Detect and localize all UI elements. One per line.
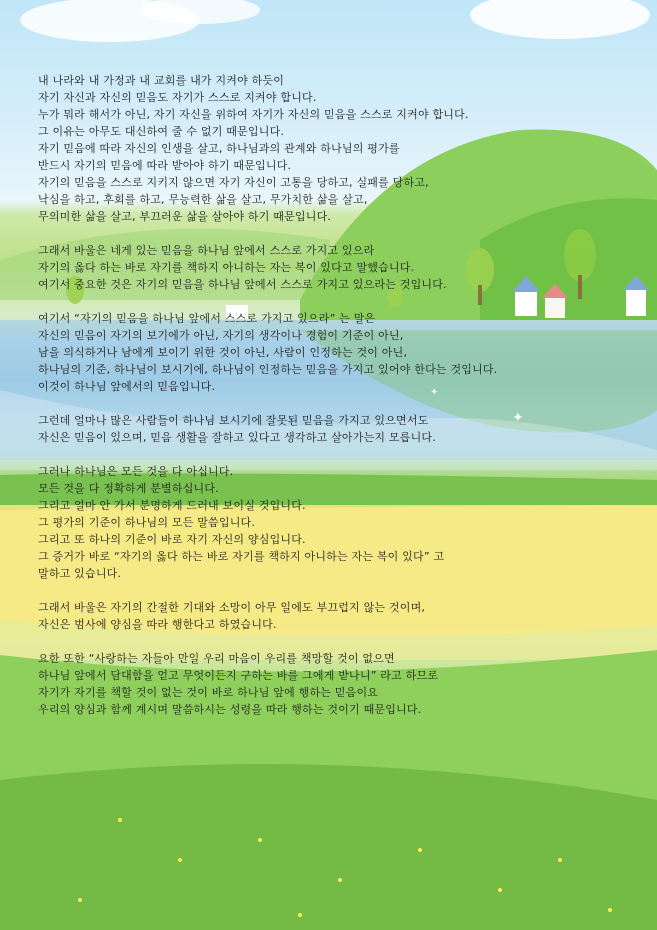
document-body [38, 72, 638, 718]
text-line: 자기의 옳다 하는 바로 자기를 책하지 아니하는 자는 복이 있다고 말했습니다. [38, 261, 415, 274]
text-line: 이것이 하나님 앞에서의 믿음입니다. [38, 380, 216, 393]
text-line: 내 나라와 내 가정과 내 교회를 내가 지켜야 하듯이 [38, 74, 285, 87]
paragraph-gap [38, 293, 638, 310]
text-line: 그 증거가 바로 “자기의 옳다 하는 바로 자기를 책하지 아니하는 자는 복이 있다” 고 [38, 550, 445, 563]
text-line: 자기 믿음에 따라 자신의 인생을 살고, 하나님과의 관계와 하나님의 평가를 [38, 142, 400, 155]
text-line: 모든 것을 다 정확하게 분별하십니다. [38, 482, 219, 495]
text-line: 남을 의식하거나 남에게 보이기 위한 것이 아닌, 사람이 인정하는 것이 아닌, [38, 346, 408, 359]
text-line: 우리의 양심과 함께 계시며 말씀하시는 성령을 따라 행하는 것이기 때문입니다. [38, 703, 422, 716]
text-line: 그래서 바울은 자기의 간절한 기대와 소망이 아무 일에도 부끄럽지 않는 것이며, [38, 601, 426, 614]
text-line: 자신은 믿음이 있으며, 믿음 생활을 잘하고 있다고 생각하고 살아가는지 모릅니다. [38, 431, 436, 444]
text-line: 그리고 얼마 안 가서 분명하게 드러내 보이실 것입니다. [38, 499, 306, 512]
paragraph-gap [38, 395, 638, 412]
paragraph-gap [38, 633, 638, 650]
grass-hill-front [0, 764, 657, 930]
cloud [470, 0, 650, 39]
text-line: 누가 뭐라 해서가 아닌, 자기 자신을 위하여 자기가 자신의 믿음을 스스로 지켜야 합니다. [38, 108, 469, 121]
paragraph [38, 72, 638, 225]
text-line: 그래서 바울은 네게 있는 믿음을 하나님 앞에서 스스로 가지고 있으라 [38, 244, 375, 257]
text-line: 여기서 “자기의 믿음을 하나님 앞에서 스스로 가지고 있으라” 는 말은 [38, 312, 376, 325]
paragraph [38, 599, 638, 633]
text-line: 자신은 범사에 양심을 따라 행한다고 하였습니다. [38, 618, 277, 631]
text-line: 그러나 하나님은 모든 것을 다 아십니다. [38, 465, 234, 478]
text-line: 하나님의 기준, 하나님이 보시기에, 하나님이 인정하는 믿음을 가지고 있어야 한다는 것입니다. [38, 363, 498, 376]
paragraph [38, 412, 638, 446]
paragraph [38, 310, 638, 395]
paragraph [38, 242, 638, 293]
text-line: 자신의 믿음이 자기의 보기에가 아닌, 자기의 생각이나 경험이 기준이 아닌, [38, 329, 404, 342]
text-line: 그 평가의 기준이 하나님의 모든 말씀입니다. [38, 516, 256, 529]
text-line: 요한 또한 “사랑하는 자들아 만일 우리 마음이 우리를 책망할 것이 없으면 [38, 652, 395, 665]
paragraph [38, 650, 638, 718]
text-line: 낙심을 하고, 후회를 하고, 무능력한 삶을 살고, 무가치한 삶을 살고, [38, 193, 368, 206]
text-line: 그런데 얼마나 많은 사람들이 하나님 보시기에 잘못된 믿음을 가지고 있으면서도 [38, 414, 429, 427]
paragraph-gap [38, 446, 638, 463]
text-line: 하나님 앞에서 담대함을 얻고 무엇이든지 구하는 바를 그에게 받나니” 라고 하므로 [38, 669, 439, 682]
sparkle-icon: ✦ [430, 387, 439, 398]
paragraph-gap [38, 582, 638, 599]
sparkle-icon: ✦ [512, 410, 524, 426]
text-line: 반드시 자기의 믿음에 따라 받아야 하기 때문입니다. [38, 159, 292, 172]
text-line: 그 이유는 아무도 대신하여 줄 수 없기 때문입니다. [38, 125, 285, 138]
paragraph-gap [38, 225, 638, 242]
text-line: 무의미한 삶을 살고, 부끄러운 삶을 살아야 하기 때문입니다. [38, 210, 332, 223]
text-line: 자기가 자기를 책할 것이 없는 것이 바로 하나님 앞에 행하는 믿음이요 [38, 686, 379, 699]
text-line: 그리고 또 하나의 기준이 바로 자기 자신의 양심입니다. [38, 533, 306, 546]
text-line: 말하고 있습니다. [38, 567, 122, 580]
text-line: 자기의 믿음을 스스로 지키지 않으면 자기 자신이 고통을 당하고, 실패를 당하고, [38, 176, 429, 189]
text-line: 자기 자신과 자신의 믿음도 자기가 스스로 지켜야 합니다. [38, 91, 317, 104]
paragraph [38, 463, 638, 582]
text-line: 여기서 중요한 것은 자기의 믿음을 하나님 앞에서 스스로 가지고 있으라는 것입니다. [38, 278, 447, 291]
